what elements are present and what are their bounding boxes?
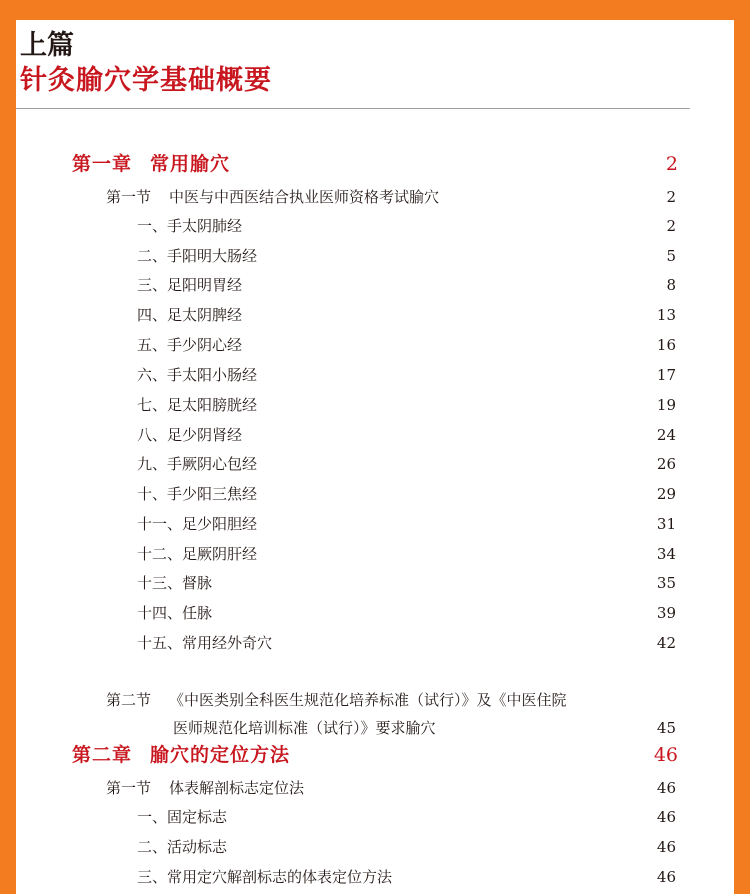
item-title: 四、足太阴脾经 [137, 306, 243, 324]
toc-item[interactable] [16, 863, 690, 891]
item-title: 二、活动标志 [137, 838, 228, 856]
item-page: 16 [656, 336, 676, 354]
item-title: 七、足太阳膀胱经 [137, 396, 258, 414]
item-page: 42 [656, 634, 676, 652]
part-subtitle: 针灸腧穴学基础概要 [20, 65, 272, 96]
item-title: 六、手太阳小肠经 [137, 366, 258, 384]
item-title: 八、足少阴肾经 [137, 426, 243, 444]
toc-item[interactable] [16, 833, 690, 861]
header-divider [16, 108, 690, 109]
toc-item[interactable] [16, 599, 690, 627]
section-title-line-2: 医师规范化培训标准（试行）》要求腧穴 [173, 719, 436, 737]
section-title: 中医与中西医结合执业医师资格考试腧穴 [169, 188, 440, 206]
item-title: 三、足阳明胃经 [137, 276, 243, 294]
item-page: 39 [656, 604, 676, 622]
item-page: 35 [656, 574, 676, 592]
section-label: 第一节 [106, 779, 152, 797]
toc-item[interactable] [16, 569, 690, 597]
item-page: 34 [656, 545, 676, 563]
chapter-title: 常用腧穴 [150, 153, 231, 175]
item-title: 十五、常用经外奇穴 [137, 634, 273, 652]
item-title: 五、手少阴心经 [137, 336, 243, 354]
item-page: 46 [656, 838, 676, 856]
toc-item[interactable] [16, 510, 690, 538]
toc-item[interactable] [16, 242, 690, 270]
toc-item[interactable] [16, 212, 690, 240]
toc-chapter-2[interactable] [16, 741, 690, 769]
item-title: 十四、任脉 [137, 604, 213, 622]
item-page: 46 [656, 808, 676, 826]
toc-chapter-1[interactable] [16, 150, 690, 178]
chapter-label: 第一章 [72, 153, 133, 175]
item-page: 17 [656, 366, 676, 384]
item-page: 2 [666, 217, 676, 235]
toc-item[interactable] [16, 540, 690, 568]
item-page: 13 [656, 306, 676, 324]
item-page: 19 [656, 396, 676, 414]
item-title: 三、常用定穴解剖标志的体表定位方法 [137, 868, 393, 886]
toc-item[interactable] [16, 301, 690, 329]
item-page: 8 [666, 276, 676, 294]
item-title: 二、手阳明大肠经 [137, 247, 258, 265]
item-page: 5 [666, 247, 676, 265]
toc-section[interactable] [16, 183, 690, 211]
item-title: 十一、足少阳胆经 [137, 515, 258, 533]
toc-item[interactable] [16, 391, 690, 419]
toc-item[interactable] [16, 421, 690, 449]
toc-item[interactable] [16, 803, 690, 831]
toc-item[interactable] [16, 629, 690, 657]
chapter-title: 腧穴的定位方法 [150, 744, 291, 766]
section-title-line-1: 《中医类别全科医生规范化培养标准（试行）》及《中医住院 [169, 691, 567, 709]
item-title: 九、手厥阴心包经 [137, 455, 258, 473]
section-label: 第一节 [106, 188, 152, 206]
toc-section[interactable] [16, 774, 690, 802]
item-page: 24 [656, 426, 676, 444]
toc-item[interactable] [16, 450, 690, 478]
toc-item[interactable] [16, 271, 690, 299]
section-title: 体表解剖标志定位法 [169, 779, 305, 797]
item-title: 十、手少阳三焦经 [137, 485, 258, 503]
section-page: 46 [656, 779, 676, 797]
chapter-page: 46 [653, 744, 678, 766]
toc-item[interactable] [16, 480, 690, 508]
section-page: 45 [656, 719, 676, 737]
toc-section[interactable] [16, 686, 690, 742]
item-page: 26 [656, 455, 676, 473]
section-page: 2 [666, 188, 676, 206]
item-title: 十二、足厥阴肝经 [137, 545, 258, 563]
part-title: 上篇 [20, 30, 74, 61]
item-page: 46 [656, 868, 676, 886]
toc-page [16, 20, 734, 894]
toc-item[interactable] [16, 331, 690, 359]
item-title: 一、固定标志 [137, 808, 228, 826]
section-label: 第二节 [106, 691, 152, 709]
item-page: 29 [656, 485, 676, 503]
chapter-page: 2 [665, 153, 678, 175]
item-title: 一、手太阴肺经 [137, 217, 243, 235]
chapter-label: 第二章 [72, 744, 133, 766]
item-title: 十三、督脉 [137, 574, 213, 592]
item-page: 31 [656, 515, 676, 533]
toc-item[interactable] [16, 361, 690, 389]
